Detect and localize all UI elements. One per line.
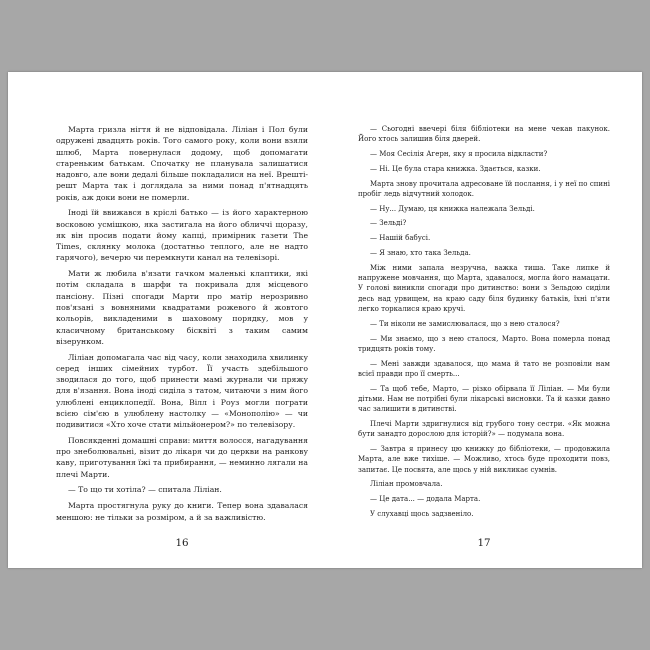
paragraph: — Ти ніколи не замислювалася, що з нею сталося? <box>370 319 560 328</box>
paragraph: — Мені завжди здавалося, що мама й тато не розповіли нам всієї правди про її смерть... <box>358 359 610 378</box>
paragraph: — Ну... Думаю, ця книжка належала Зельді. <box>370 204 535 213</box>
paragraph: Ліліан допомагала час від часу, коли знаходила хвилинку серед інших сімейних турбот. Її участь здебільшого зводилася до того, щоб принести мамі журнали чи пряжу для в'язання. Вона іноді сиділа з татом, читаючи з ним його улюблені енциклопедії. Вона, Вілл і Роуз могли пограти всією сім'єю в улюблену настолку — «Монополію» — чи подивитися «Хто хоче стати мільйонером?» по телевізору. <box>56 352 308 430</box>
paragraph: Ліліан промовчала. <box>370 480 443 489</box>
paragraph: — Та щоб тебе, Марто, — різко обірвала її Ліліан. — Ми були дітьми. Нам не потрібні були лікарські висновки. Та й казки давно час залишити в дитинстві. <box>358 384 610 414</box>
paragraph: Марта знову прочитала адресоване їй послання, і у неї по спині пробіг ледь відчутний холодок. <box>358 179 610 198</box>
paragraph: У слухавці щось задзвеніло. <box>370 509 474 518</box>
page-number-left: 16 <box>175 537 189 549</box>
left-page <box>8 72 325 568</box>
paragraph: Плечі Марти здригнулися від грубого тону сестри. «Як можна бути занадто дорослою для історій?» — подумала вона. <box>358 419 610 439</box>
paragraph: Іноді їй ввижався в кріслі батько — із його характерною восковою усмішкою, яка застигала на його обличчі щоразу, як він просив подати йому капці, примірник газети The Times, склянку молока (достатньо теплого, але не надто гарячого), вечерю чи перемкнути канал на телевізорі. <box>56 208 308 263</box>
paragraph: Мати ж любила в'язати гачком маленькі клаптики, які потім складала в шарфи та покривала для місцевого пансіону. Пізні спогади Марти про матір нерозривно пов'язані з вовняними квадратами рожевого й жовтого кольорів, викладеними в шаховому порядку, мов у класичному британському бісквіті з таким самим візерунком. <box>56 269 308 346</box>
paragraph: — Моя Сесілія Агерн, яку я просила відкласти? <box>370 150 548 159</box>
paragraph: Між ними запала незручна, важка тиша. Таке липке й напружене мовчання, що Марта, здавалося, могла його намацати. У голові виникли спогади про дитинство: вони з Зельдою сиділи десь над урвищем, на краю саду біля будинку батьків, їхні п'яти легко торкалися краю кручі. <box>358 263 610 313</box>
paragraph: — Сьогодні ввечері біля бібліотеки на мене чекав пакунок. Його хтось залишив біля дверей. <box>358 125 610 144</box>
paragraph: — Я знаю, хто така Зельда. <box>370 249 471 258</box>
right-page-text <box>358 124 610 524</box>
right-page <box>325 72 642 568</box>
paragraph: — То що ти хотіла? — спитала Ліліан. <box>68 485 222 495</box>
paragraph: Повсякденні домашні справи: миття волосся, нагадування про знеболювальні, візит до лікаря чи до церкви на ранкову каву, приготування їжі та прибирання, — неминно лягали на плечі Марти. <box>56 435 308 479</box>
page-number-right: 17 <box>477 537 491 549</box>
paragraph: — Ні. Це була стара книжка. Здається, казки. <box>370 164 541 173</box>
left-page-text <box>56 124 308 527</box>
paragraph: Марта простягнула руку до книги. Тепер вона здавалася меншою: не тільки за розміром, а й за важливістю. <box>56 501 308 522</box>
paragraph: — Це дата... — додала Марта. <box>370 495 481 504</box>
paragraph: — Завтра я принесу цю книжку до бібліотеки, — продовжила Марта, але вже тихіше. — Можливо, хтось буде проходити повз, запитає. Це посвята, але щось у ній викликає сумнів. <box>358 445 610 474</box>
paragraph: — Зельді? <box>370 219 407 228</box>
open-book-spread <box>8 72 642 568</box>
paragraph: — Нашій бабусі. <box>370 234 431 243</box>
paragraph: — Ми знаємо, що з нею сталося, Марто. Вона померла понад тридцять років тому. <box>358 334 610 353</box>
paragraph: Марта гризла нігтя й не відповідала. Ліліан і Пол були одружені двадцять років. Того самого року, коли вони взяли шлюб, Марта повернулася додому, щоб допомагати стареньким батькам. Спочатку не планувала залишатися надовго, але вони дедалі більше покладалися на неї. Врешті-решт Марта так і доглядала за ними понад п'ятнадцять років, аж доки вони не померли. <box>56 125 308 202</box>
